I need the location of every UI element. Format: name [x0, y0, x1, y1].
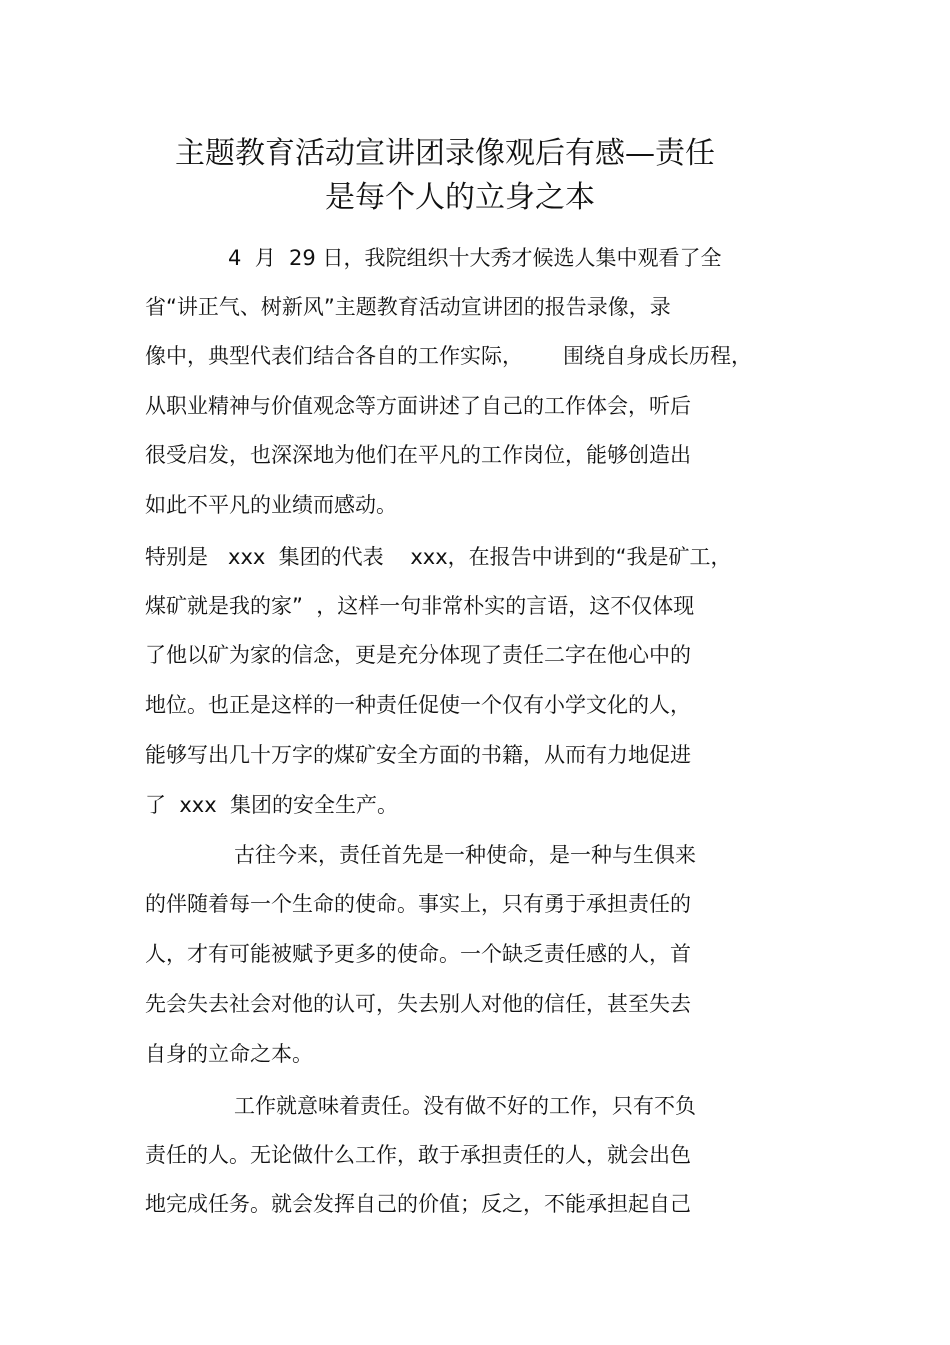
body-line: 地位。也正是这样的一种责任促使一个仅有小学文化的人， [145, 693, 691, 717]
body-line: 像中，典型代表们结合各自的工作实际， 围绕自身成长历程， [145, 344, 753, 368]
body-line: 很受启发，也深深地为他们在平凡的工作岗位，能够创造出 [145, 443, 691, 467]
body-line: 古往今来，责任首先是一种使命，是一种与生俱来 [234, 843, 696, 867]
body-line: 先会失去社会对他的认可，失去别人对他的信任，甚至失去 [145, 992, 691, 1016]
body-line: 自身的立命之本。 [145, 1042, 313, 1066]
body-line: 从职业精神与价值观念等方面讲述了自己的工作体会，听后 [145, 394, 691, 418]
body-line: 的伴随着每一个生命的使命。事实上，只有勇于承担责任的 [145, 892, 691, 916]
document-title-line-2: 是每个人的立身之本 [325, 180, 595, 215]
body-line: 4 月 29 日，我院组织十大秀才候选人集中观看了全 [228, 246, 722, 270]
body-line: 地完成任务。就会发挥自己的价值；反之，不能承担起自己 [145, 1192, 691, 1216]
body-line: 如此不平凡的业绩而感动。 [145, 493, 397, 517]
body-line: 煤矿就是我的家” ，这样一句非常朴实的言语，这不仅体现 [145, 594, 695, 618]
body-line: 省“讲正气、树新风”主题教育活动宣讲团的报告录像，录 [145, 295, 671, 319]
body-line: 能够写出几十万字的煤矿安全方面的书籍，从而有力地促进 [145, 743, 691, 767]
body-line: 了 xxx 集团的安全生产。 [145, 793, 398, 817]
body-line: 责任的人。无论做什么工作，敢于承担责任的人，就会出色 [145, 1143, 691, 1167]
body-line: 工作就意味着责任。没有做不好的工作，只有不负 [234, 1094, 696, 1118]
body-line: 特别是 xxx 集团的代表 xxx，在报告中讲到的“我是矿工， [145, 545, 732, 569]
body-line: 人，才有可能被赋予更多的使命。一个缺乏责任感的人，首 [145, 942, 691, 966]
document-title-line-1: 主题教育活动宣讲团录像观后有感—责任 [175, 136, 715, 171]
body-line: 了他以矿为家的信念，更是充分体现了责任二字在他心中的 [145, 643, 691, 667]
